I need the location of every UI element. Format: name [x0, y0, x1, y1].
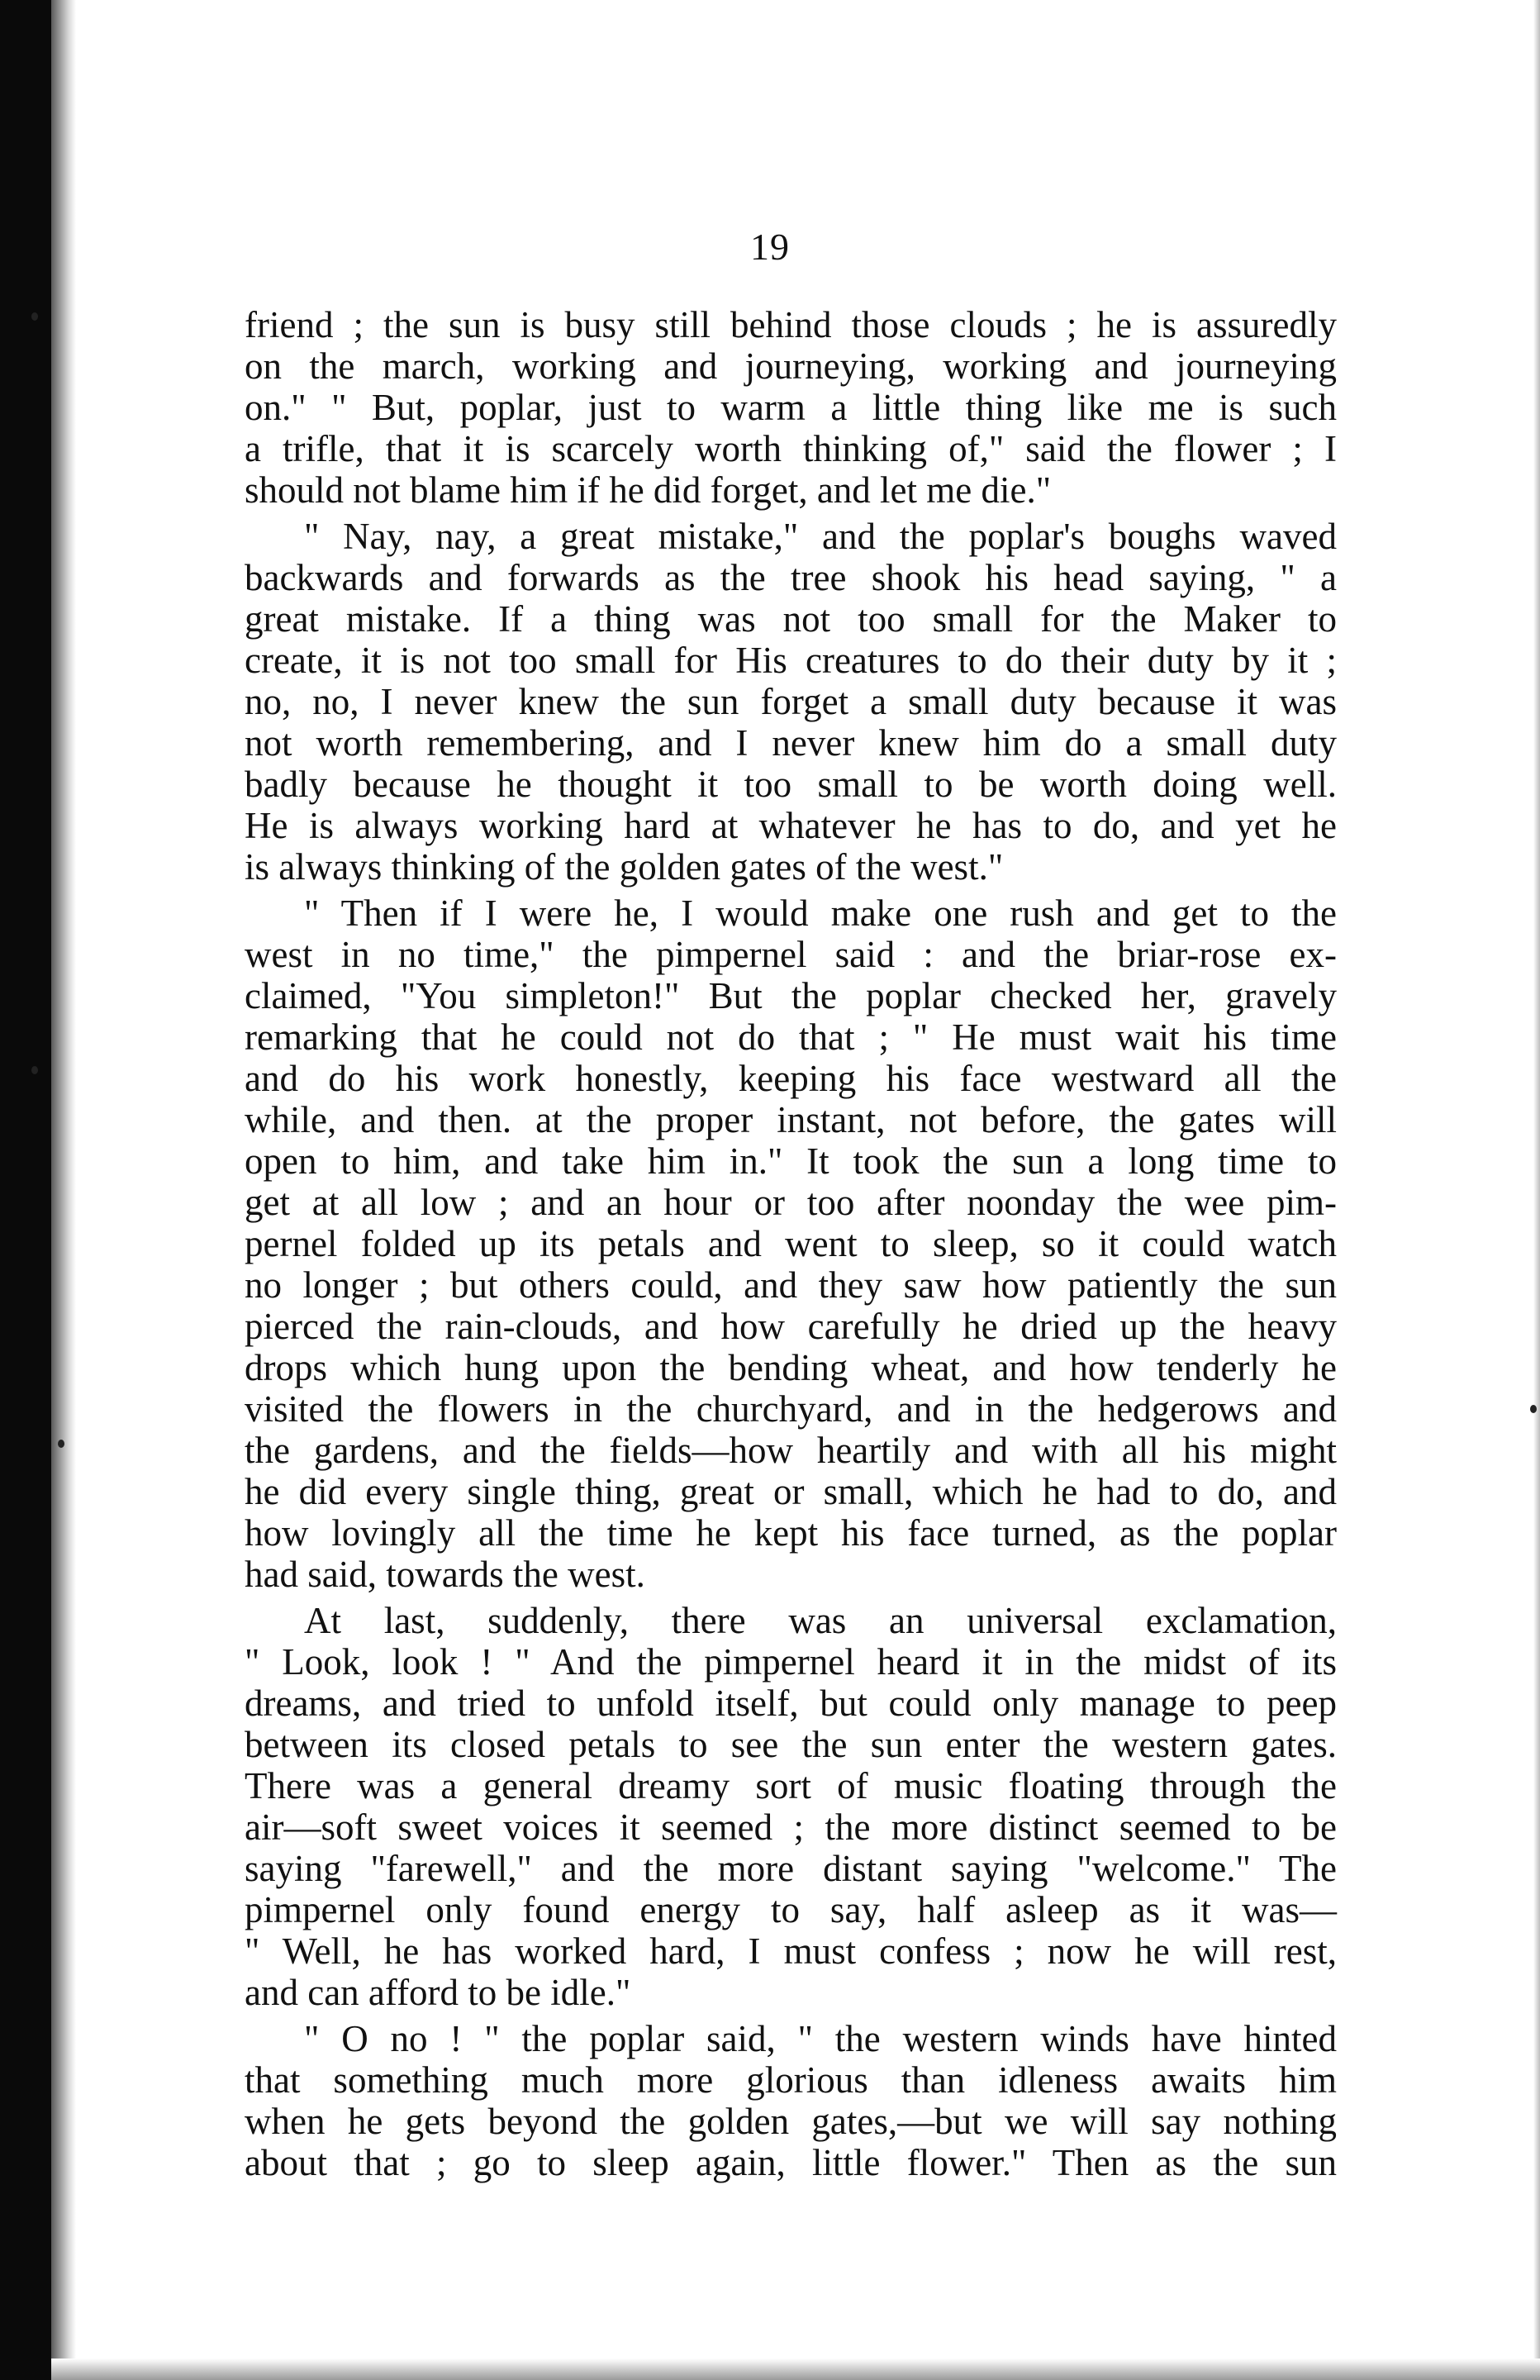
- text-line: At last, suddenly, there was an universal exclamation,: [304, 1600, 1337, 1641]
- text-line: not worth remembering, and I never knew him do a small duty: [245, 722, 1337, 764]
- text-line: dreams, and tried to unfold itself, but could only manage to peep: [245, 1683, 1337, 1724]
- text-line: on." " But, poplar, just to warm a little thing like me is such: [245, 387, 1337, 428]
- margin-mark: [31, 1066, 38, 1074]
- text-line: badly because he thought it too small to be worth doing well.: [245, 764, 1337, 805]
- text-line: had said, towards the west.: [245, 1554, 645, 1595]
- text-line: friend ; the sun is busy still behind those clouds ; he is assuredly: [245, 304, 1337, 345]
- text-line: claimed, "You simpleton!" But the poplar checked her, gravely: [245, 975, 1337, 1016]
- text-line: get at all low ; and an hour or too after noonday the wee pim-: [245, 1182, 1337, 1223]
- page-number: 19: [750, 226, 790, 268]
- text-line: remarking that he could not do that ; " He must wait his time: [245, 1016, 1337, 1058]
- text-line: he did every single thing, great or small, which he had to do, and: [245, 1471, 1337, 1512]
- page-right-edge: [1533, 0, 1540, 2380]
- text-line: while, and then. at the proper instant, not before, the gates will: [245, 1099, 1337, 1140]
- text-line: how lovingly all the time he kept his face turned, as the poplar: [245, 1512, 1337, 1554]
- text-line: air—soft sweet voices it seemed ; the more distinct seemed to be: [245, 1806, 1337, 1848]
- text-line: open to him, and take him in." It took the sun a long time to: [245, 1140, 1337, 1182]
- text-line: create, it is not too small for His creatures to do their duty by it ;: [245, 640, 1337, 681]
- margin-mark: [31, 312, 38, 321]
- text-line: that something much more glorious than idleness awaits him: [245, 2059, 1337, 2101]
- text-line: visited the flowers in the churchyard, and in the hedgerows and: [245, 1388, 1337, 1430]
- text-line: when he gets beyond the golden gates,—but we will say nothing: [245, 2101, 1337, 2142]
- text-line: saying "farewell," and the more distant saying "welcome." The: [245, 1848, 1337, 1889]
- text-line: no, no, I never knew the sun forget a small duty because it was: [245, 681, 1337, 722]
- margin-mark: [1530, 1405, 1537, 1413]
- text-line: " Nay, nay, a great mistake," and the poplar's boughs waved: [304, 516, 1337, 557]
- text-line: " Well, he has worked hard, I must confess ; now he will rest,: [245, 1930, 1337, 1972]
- text-line: west in no time," the pimpernel said : and the briar-rose ex-: [245, 934, 1337, 975]
- text-line: and do his work honestly, keeping his face westward all the: [245, 1058, 1337, 1099]
- text-line: is always thinking of the golden gates of the west.": [245, 846, 1004, 888]
- text-line: " O no ! " the poplar said, " the western winds have hinted: [304, 2018, 1337, 2059]
- text-line: a trifle, that it is scarcely worth thinking of," said the flower ; I: [245, 428, 1337, 469]
- page-bottom-edge: [51, 2359, 1540, 2380]
- page-gutter-shadow: [51, 0, 76, 2380]
- text-line: on the march, working and journeying, working and journeying: [245, 345, 1337, 387]
- text-line: great mistake. If a thing was not too small for the Maker to: [245, 598, 1337, 640]
- body-text: [245, 304, 1337, 2183]
- text-line: about that ; go to sleep again, little flower." Then as the sun: [245, 2142, 1337, 2183]
- text-line: He is always working hard at whatever he has to do, and yet he: [245, 805, 1337, 846]
- margin-mark: [58, 1440, 64, 1448]
- text-line: no longer ; but others could, and they saw how patiently the sun: [245, 1264, 1337, 1306]
- text-line: " Then if I were he, I would make one rush and get to the: [304, 892, 1337, 934]
- text-line: between its closed petals to see the sun enter the western gates.: [245, 1724, 1337, 1765]
- text-line: There was a general dreamy sort of music floating through the: [245, 1765, 1337, 1806]
- text-line: backwards and forwards as the tree shook his head saying, " a: [245, 557, 1337, 598]
- text-line: pernel folded up its petals and went to sleep, so it could watch: [245, 1223, 1337, 1264]
- text-line: should not blame him if he did forget, and let me die.": [245, 469, 1052, 511]
- text-line: pierced the rain-clouds, and how carefully he dried up the heavy: [245, 1306, 1337, 1347]
- text-line: and can afford to be idle.": [245, 1972, 631, 2013]
- text-line: " Look, look ! " And the pimpernel heard it in the midst of its: [245, 1641, 1337, 1683]
- text-line: pimpernel only found energy to say, half asleep as it was—: [245, 1889, 1337, 1930]
- text-line: drops which hung upon the bending wheat, and how tenderly he: [245, 1347, 1337, 1388]
- text-line: the gardens, and the fields—how heartily and with all his might: [245, 1430, 1337, 1471]
